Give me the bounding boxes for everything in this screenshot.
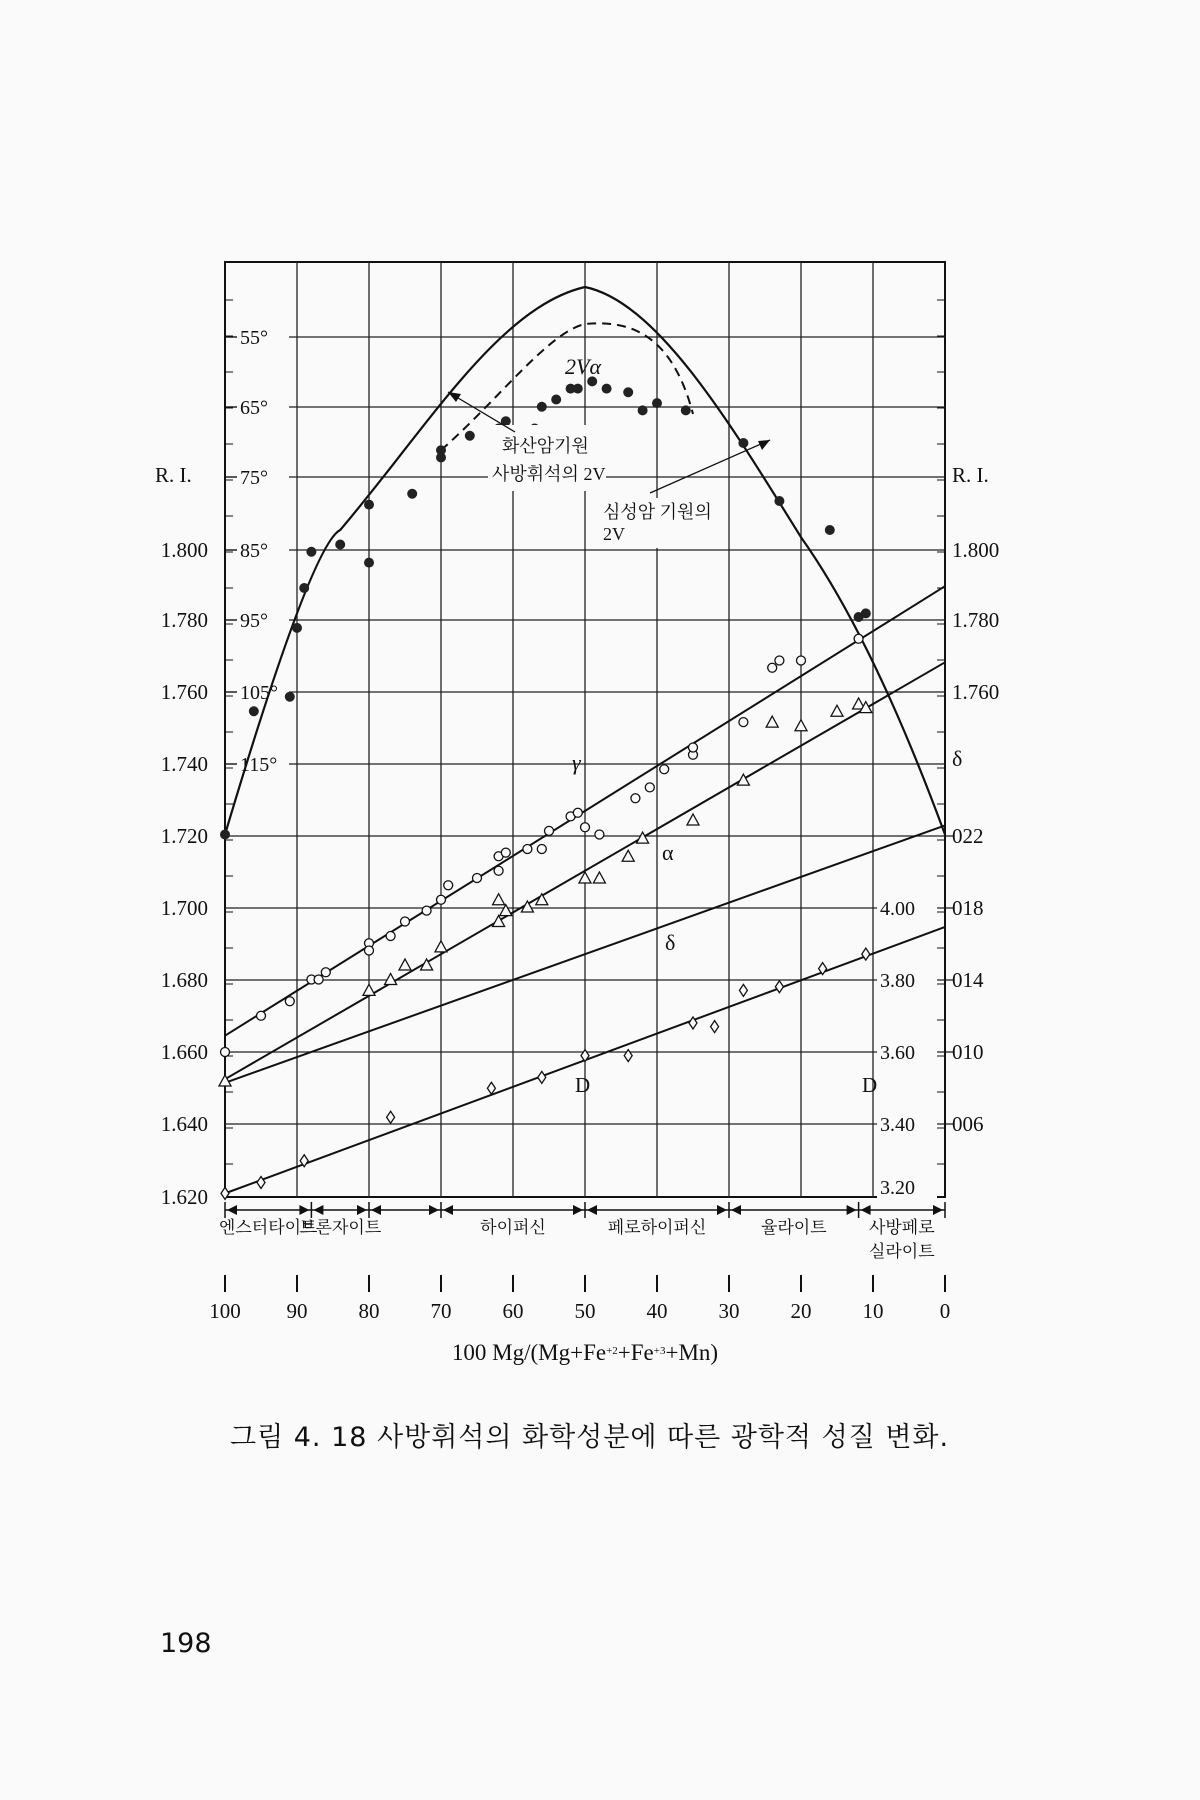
2v-point	[551, 395, 561, 405]
gamma-point	[473, 874, 482, 883]
gamma-point	[523, 845, 532, 854]
left-axis-tick: 1.620	[160, 1185, 208, 1209]
plutonic-arrow	[650, 440, 770, 493]
region-label: 사방페로	[868, 1218, 935, 1238]
left-axis-tick: 1.700	[160, 896, 208, 920]
gamma-point	[573, 808, 582, 817]
alpha-point	[363, 984, 375, 995]
inner-axis-tick: 105°	[240, 682, 278, 704]
region-arrow-left	[861, 1205, 871, 1215]
x-tick-label: 30	[718, 1299, 740, 1323]
gamma-point	[365, 946, 374, 955]
inner-axis-tick: 95°	[240, 610, 268, 632]
left-axis-tick: 1.780	[160, 608, 208, 632]
2v-point	[364, 558, 374, 568]
2v-point	[436, 445, 446, 455]
alpha-point	[435, 941, 447, 952]
2v-point	[285, 692, 295, 702]
gamma-point	[386, 932, 395, 941]
right-d-tick: 4.00	[880, 898, 915, 920]
2v-point	[774, 496, 784, 506]
right-delta-tick: 006	[952, 1112, 984, 1136]
x-tick-label: 10	[862, 1299, 884, 1323]
gamma-point	[739, 718, 748, 727]
left-axis-tick: 1.660	[160, 1040, 208, 1064]
left-axis-tick: 1.740	[160, 752, 208, 776]
label-delta: δ	[665, 930, 676, 955]
gamma-point	[257, 1011, 266, 1020]
d-point	[775, 981, 783, 993]
d-point	[711, 1021, 719, 1033]
label-d-right: D	[862, 1073, 878, 1097]
right-delta-label: δ	[952, 746, 963, 771]
left-axis-tick: 1.680	[160, 968, 208, 992]
left-axis-tick: 1.640	[160, 1112, 208, 1136]
alpha-point	[766, 716, 778, 727]
alpha-point	[399, 959, 411, 970]
inner-axis-tick: 75°	[240, 467, 268, 489]
gamma-point	[660, 765, 669, 774]
page-number: 198	[160, 1628, 212, 1659]
region-label: 실라이트	[868, 1242, 935, 1262]
gamma-point	[768, 663, 777, 672]
region-arrow-right	[299, 1205, 309, 1215]
region-arrow-left	[313, 1205, 323, 1215]
2v-point	[861, 608, 871, 618]
x-tick-label: 0	[939, 1299, 951, 1323]
region-label: 브론자이트	[299, 1218, 382, 1238]
gamma-point	[645, 783, 654, 792]
gamma-point	[775, 656, 784, 665]
x-tick-label: 40	[646, 1299, 668, 1323]
alpha-point	[637, 832, 649, 843]
2v-point	[825, 525, 835, 535]
label-plutonic-1: 심성암 기원의	[603, 502, 712, 522]
right-delta-tick: 010	[952, 1040, 984, 1064]
2v-point	[652, 398, 662, 408]
right-ri-tick: 1.760	[952, 680, 1000, 704]
right-delta-tick: 018	[952, 896, 984, 920]
x-tick-label: 100	[209, 1299, 241, 1323]
left-axis-title: R. I.	[155, 463, 192, 487]
gamma-point	[321, 968, 330, 977]
2v-point	[249, 706, 259, 716]
inner-axis-tick: 55°	[240, 327, 268, 349]
x-tick-label: 90	[286, 1299, 308, 1323]
label-plutonic-2: 2V	[603, 524, 625, 544]
right-ri-tick: 1.780	[952, 608, 1000, 632]
gamma-point	[689, 743, 698, 752]
alpha-point	[500, 905, 512, 916]
x-tick-label: 80	[358, 1299, 380, 1323]
2v-point	[537, 402, 547, 412]
gamma-point	[437, 895, 446, 904]
mineral-regions	[209, 1202, 950, 1323]
inner-axis-tick: 115°	[240, 754, 278, 776]
gamma-point	[422, 906, 431, 915]
alpha-point	[622, 850, 634, 861]
x-axis-label: 100 $Mg/(Mg+Fe^{+2}+Fe^{+3}+Mn)$	[451, 1340, 719, 1365]
d-point	[487, 1082, 495, 1094]
label-gamma: γ	[572, 750, 581, 775]
data-points	[219, 376, 872, 1199]
2v-point	[292, 623, 302, 633]
2v-point	[306, 547, 316, 557]
plutonic-arrowhead	[758, 440, 770, 450]
figure-caption: 그림 4. 18 사방휘석의 화학성분에 따른 광학적 성질 변화.	[230, 1422, 950, 1453]
2v-point	[573, 384, 583, 394]
right-d-tick: 3.60	[880, 1042, 915, 1064]
gamma-point	[854, 634, 863, 643]
d-point	[739, 984, 747, 996]
alpha-point	[493, 894, 505, 905]
gamma-point	[221, 1048, 230, 1057]
gamma-point	[537, 845, 546, 854]
2v-point	[602, 384, 612, 394]
region-arrow-left	[227, 1205, 237, 1215]
region-arrow-left	[731, 1205, 741, 1215]
label-2valpha: 2Vα	[565, 354, 601, 379]
gamma-point	[581, 823, 590, 832]
alpha-point	[687, 814, 699, 825]
right-delta-tick: 022	[952, 824, 984, 848]
label-d-left: D	[575, 1073, 591, 1097]
alpha-point	[385, 974, 397, 985]
region-arrow-right	[429, 1205, 439, 1215]
right-ri-tick: 1.800	[952, 538, 1000, 562]
right-axis-title: R. I.	[952, 463, 989, 487]
left-axis-tick: 1.800	[160, 538, 208, 562]
right-delta-tick: 014	[952, 968, 984, 992]
alpha-point	[493, 916, 505, 927]
alpha-point	[593, 872, 605, 883]
gamma-point	[501, 848, 510, 857]
x-tick-label: 20	[790, 1299, 812, 1323]
d-point	[387, 1111, 395, 1123]
2v-point	[738, 438, 748, 448]
x-tick-label: 60	[502, 1299, 524, 1323]
region-label: 하이퍼신	[480, 1218, 546, 1238]
x-tick-label: 50	[574, 1299, 596, 1323]
left-axis-tick: 1.760	[160, 680, 208, 704]
label-alpha: α	[662, 840, 674, 865]
inner-axis-tick: 65°	[240, 397, 268, 419]
gamma-point	[314, 975, 323, 984]
region-label: 엔스터타이트	[218, 1218, 318, 1238]
region-arrow-right	[573, 1205, 583, 1215]
2v-point	[220, 830, 230, 840]
2v-point	[623, 387, 633, 397]
2v-point	[364, 500, 374, 510]
region-arrow-left	[443, 1205, 453, 1215]
2v-point	[335, 540, 345, 550]
inner-axis-tick: 85°	[240, 540, 268, 562]
2v-point	[681, 405, 691, 415]
gamma-point	[631, 794, 640, 803]
region-arrow-right	[847, 1205, 857, 1215]
region-arrow-right	[933, 1205, 943, 1215]
left-axis-tick: 1.720	[160, 824, 208, 848]
volcanic-arrowhead	[448, 392, 461, 402]
right-d-tick: 3.40	[880, 1114, 915, 1136]
d-point	[538, 1071, 546, 1083]
gamma-point	[494, 866, 503, 875]
gamma-point	[401, 917, 410, 926]
alpha-point	[831, 705, 843, 716]
region-label: 페로하이퍼신	[607, 1218, 707, 1238]
right-d-tick: 3.80	[880, 970, 915, 992]
region-arrow-right	[717, 1205, 727, 1215]
region-label: 율라이트	[760, 1218, 827, 1238]
2v-point	[638, 405, 648, 415]
gamma-point	[444, 881, 453, 890]
gamma-point	[595, 830, 604, 839]
alpha-point	[795, 720, 807, 731]
region-arrow-left	[371, 1205, 381, 1215]
2v-point	[465, 431, 475, 441]
region-arrow-right	[357, 1205, 367, 1215]
right-d-tick: 3.20	[880, 1177, 915, 1199]
x-tick-label: 70	[430, 1299, 452, 1323]
region-arrow-left	[587, 1205, 597, 1215]
label-volcanic-2: 사방휘석의 2V	[492, 464, 606, 484]
gamma-point	[545, 826, 554, 835]
2v-point	[407, 489, 417, 499]
label-volcanic-1: 화산암기원	[502, 436, 589, 456]
gamma-point	[797, 656, 806, 665]
gamma-point	[285, 997, 294, 1006]
2v-point	[299, 583, 309, 593]
